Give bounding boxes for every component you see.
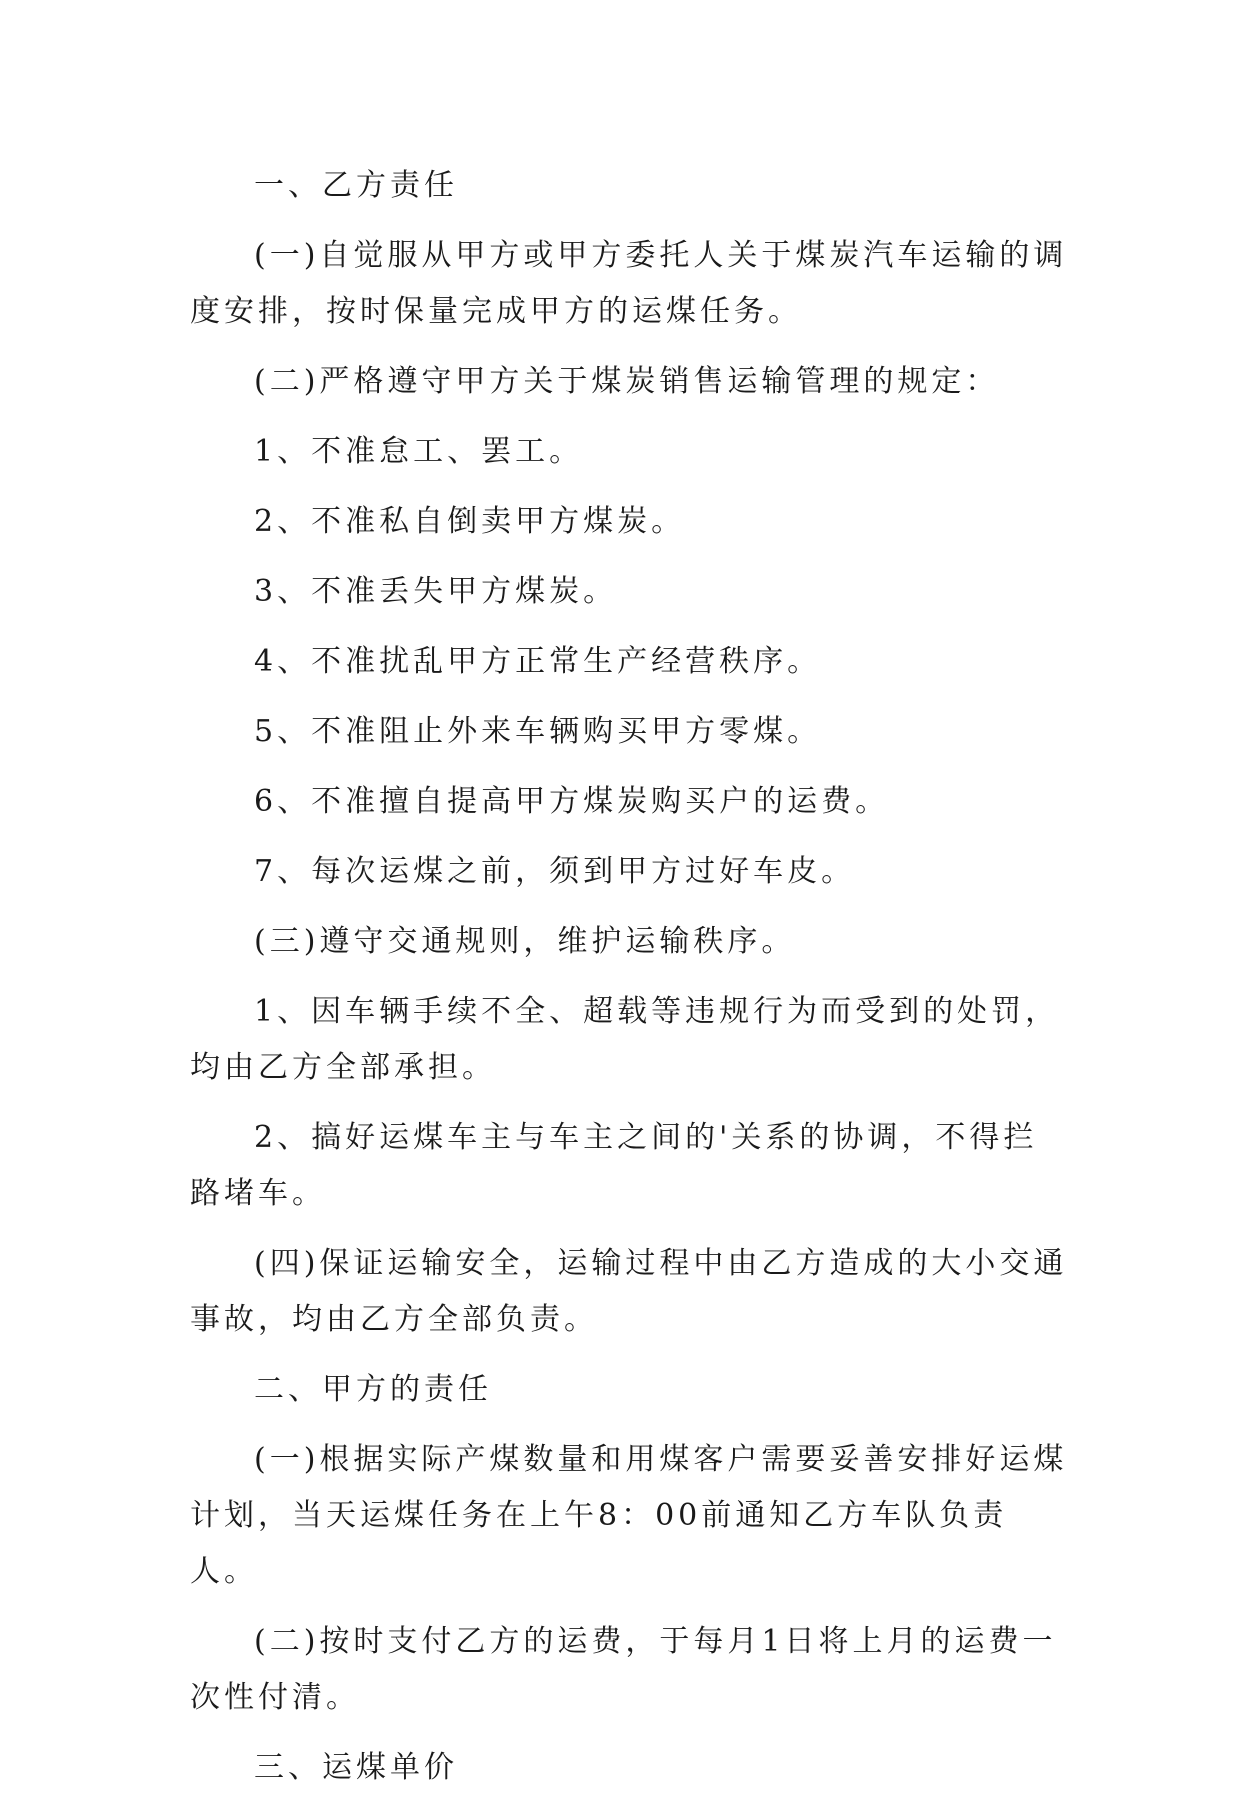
section-heading-unit-price: 三、运煤单价	[254, 1750, 458, 1785]
paragraph-a-2: (二)按时支付乙方的运费，于每月1日将上月的运费一次性付清。	[190, 1624, 1057, 1715]
rule-item-6: 6、不准擅自提高甲方煤炭购买户的运费。	[254, 784, 890, 819]
rule-item-5: 5、不准阻止外来车辆购买甲方零煤。	[254, 714, 822, 749]
rule-item-7: 7、每次运煤之前，须到甲方过好车皮。	[254, 854, 856, 889]
traffic-item-1: 1、因车辆手续不全、超载等违规行为而受到的处罚，均由乙方全部承担。	[190, 994, 1060, 1085]
paragraph-b-1: (一)自觉服从甲方或甲方委托人关于煤炭汽车运输的调度安排，按时保量完成甲方的运煤任务。	[190, 238, 1068, 329]
rule-item-4: 4、不准扰乱甲方正常生产经营秩序。	[254, 644, 822, 679]
rule-item-3: 3、不准丢失甲方煤炭。	[254, 574, 618, 609]
section-heading-party-b-duties: 一、乙方责任	[254, 168, 458, 203]
rule-item-1: 1、不准怠工、罢工。	[254, 434, 584, 469]
paragraph-b-2: (二)严格遵守甲方关于煤炭销售运输管理的规定：	[254, 364, 1000, 399]
traffic-item-2: 2、搞好运煤车主与车主之间的'关系的协调，不得拦路堵车。	[190, 1120, 1038, 1211]
section-heading-party-a-duties: 二、甲方的责任	[254, 1372, 492, 1407]
paragraph-b-3: (三)遵守交通规则，维护运输秩序。	[254, 924, 796, 959]
paragraph-b-4: (四)保证运输安全，运输过程中由乙方造成的大小交通事故，均由乙方全部负责。	[190, 1246, 1068, 1337]
document-body	[190, 158, 1070, 1810]
rule-item-2: 2、不准私自倒卖甲方煤炭。	[254, 504, 686, 539]
paragraph-a-1: (一)根据实际产煤数量和用煤客户需要妥善安排好运煤计划，当天运煤任务在上午8：00前通知乙方车队负责人。	[190, 1442, 1068, 1589]
